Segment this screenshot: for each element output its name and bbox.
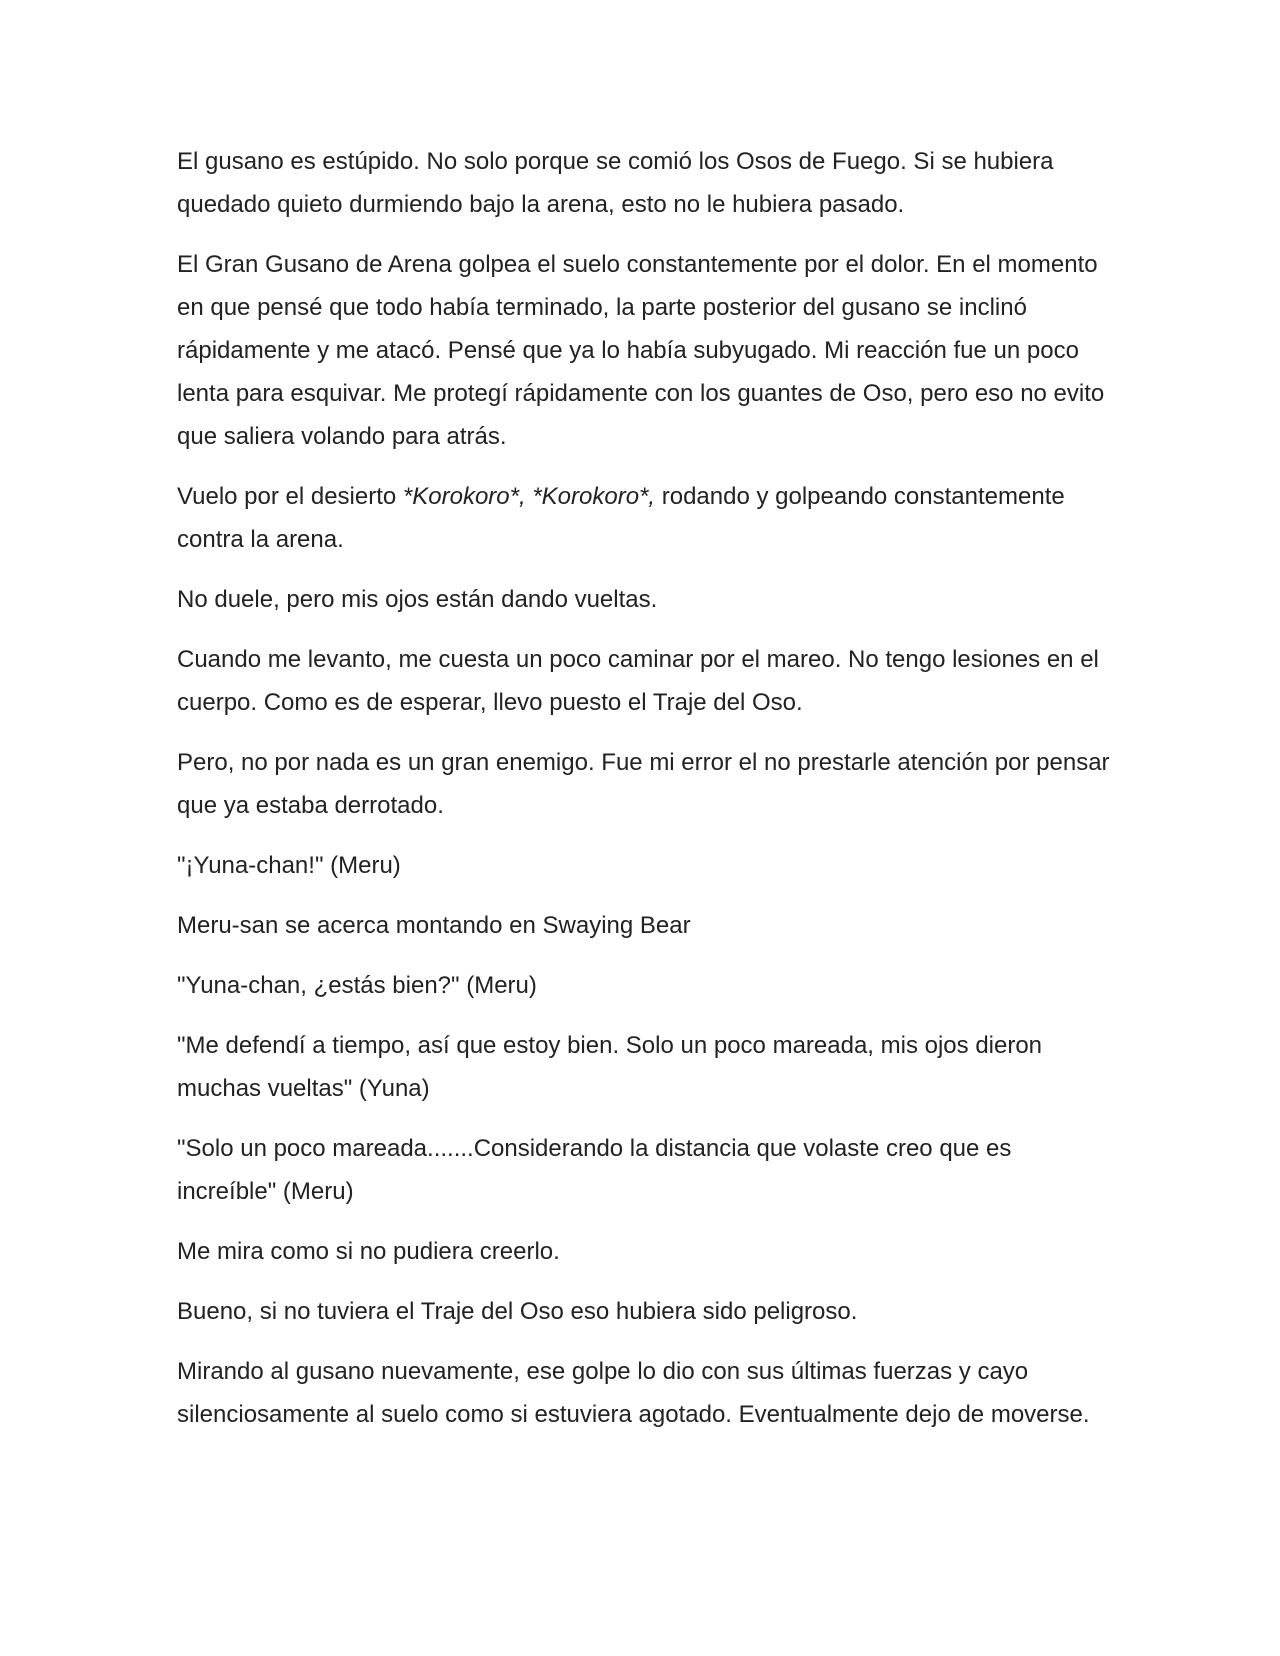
- dialogue-line: "¡Yuna-chan!" (Meru): [177, 852, 401, 879]
- dialogue-line: "Solo un poco mareada.......Considerando la distancia que volaste creo que es increíble" (Meru): [177, 1135, 1012, 1205]
- document-body: [177, 140, 1117, 1453]
- paragraph: Meru-san se acerca montando en Swaying Bear: [177, 912, 691, 939]
- italic-sound-effect: *Korokoro*, *Korokoro*,: [402, 483, 656, 510]
- paragraph: Mirando al gusano nuevamente, ese golpe lo dio con sus últimas fuerzas y cayo silenciosamente al suelo como si estuviera agotado. Eventualmente dejo de moverse.: [177, 1358, 1090, 1428]
- dialogue-line: "Yuna-chan, ¿estás bien?" (Meru): [177, 972, 537, 999]
- dialogue-line: "Me defendí a tiempo, así que estoy bien. Solo un poco mareada, mis ojos dieron muchas vueltas" (Yuna): [177, 1032, 1043, 1102]
- paragraph: Cuando me levanto, me cuesta un poco caminar por el mareo. No tengo lesiones en el cuerpo. Como es de esperar, llevo puesto el Traje del Oso.: [177, 646, 1099, 716]
- paragraph-text: Vuelo por el desierto: [177, 483, 403, 510]
- paragraph: No duele, pero mis ojos están dando vueltas.: [177, 586, 658, 613]
- paragraph: El gusano es estúpido. No solo porque se comió los Osos de Fuego. Si se hubiera quedado quieto durmiendo bajo la arena, esto no le hubiera pasado.: [177, 148, 1054, 218]
- paragraph: [177, 475, 1117, 561]
- paragraph: Me mira como si no pudiera creerlo.: [177, 1238, 560, 1265]
- paragraph-text: rodando y golpeando constantemente contra la arena.: [177, 483, 1065, 553]
- paragraph: Bueno, si no tuviera el Traje del Oso eso hubiera sido peligroso.: [177, 1298, 858, 1325]
- paragraph: El Gran Gusano de Arena golpea el suelo constantemente por el dolor. En el momento en que pensé que todo había terminado, la parte posterior del gusano se inclinó rápidamente y me atacó. Pensé que ya lo había subyugado. Mi reacción fue un poco lenta para esquivar. Me protegí rápidamente con los guantes de Oso, pero eso no evito que saliera volando para atrás.: [177, 251, 1105, 450]
- paragraph: Pero, no por nada es un gran enemigo. Fue mi error el no prestarle atención por pensar que ya estaba derrotado.: [177, 749, 1110, 819]
